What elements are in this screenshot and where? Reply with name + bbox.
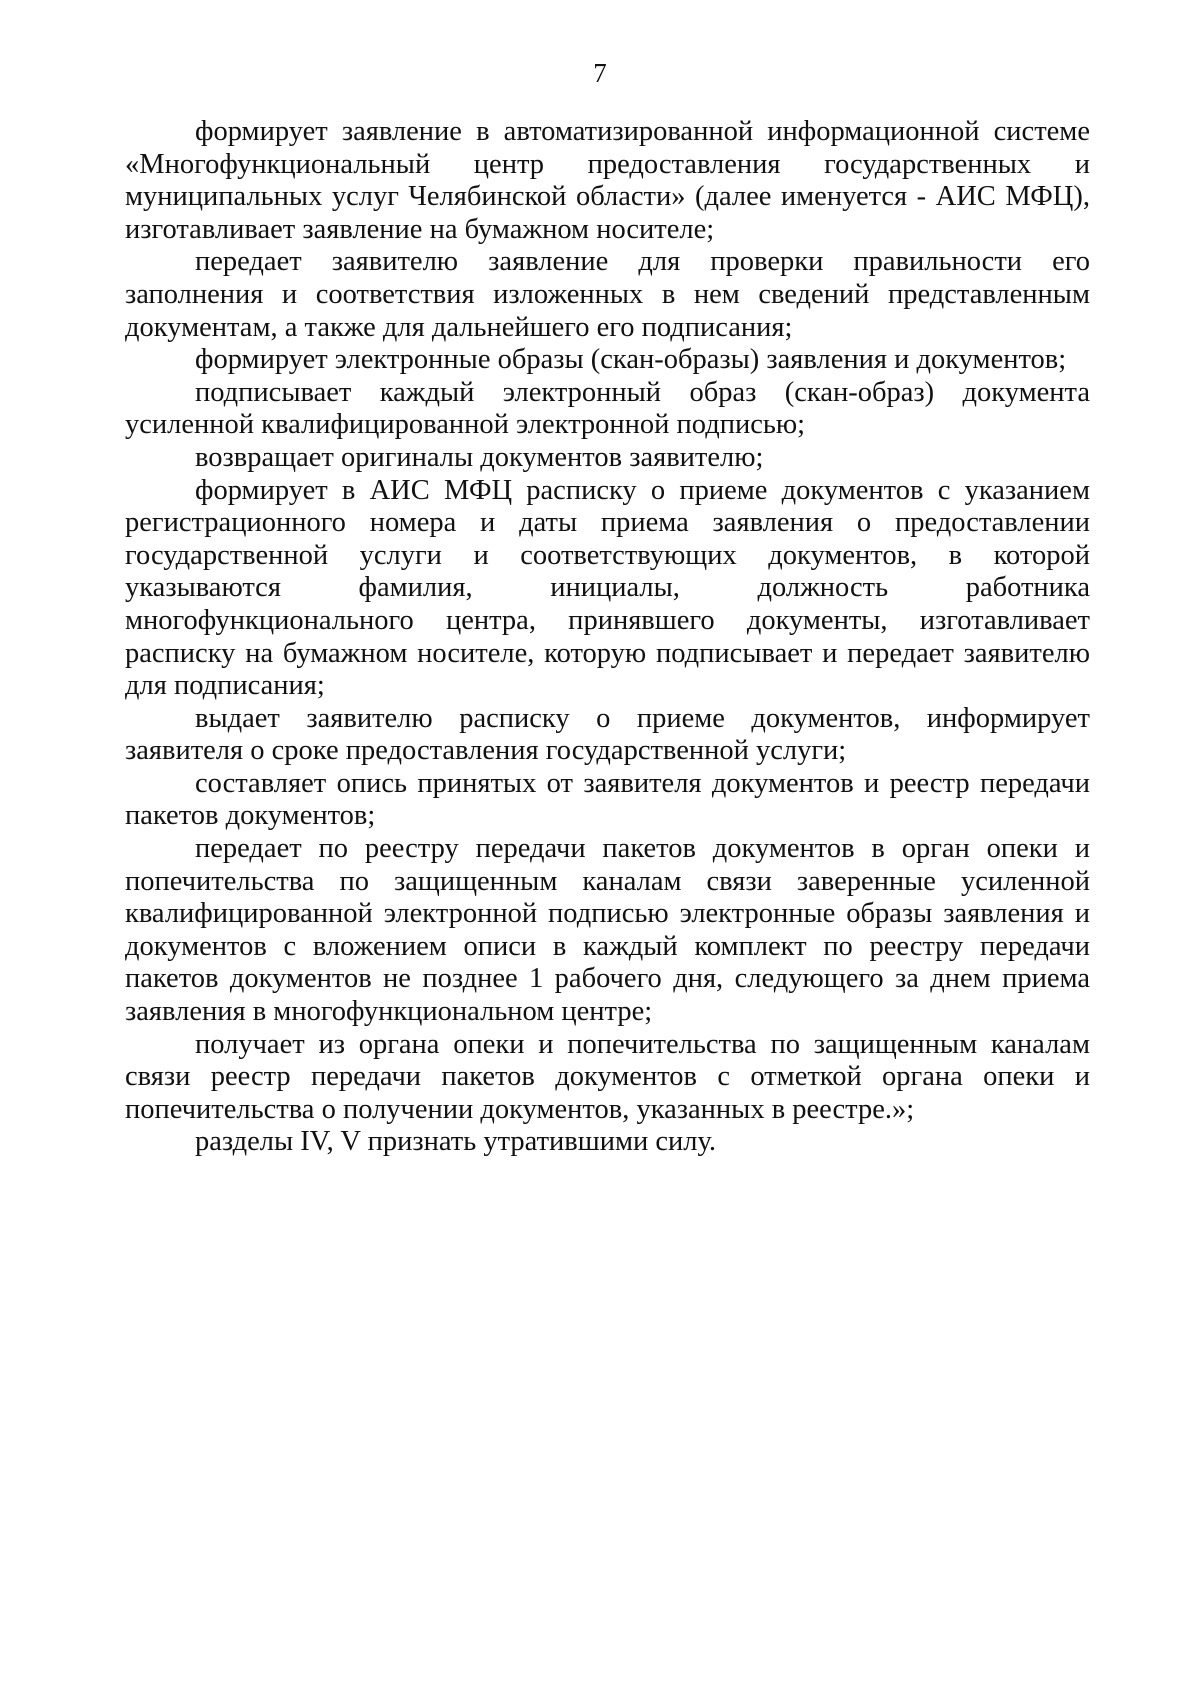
paragraph: формирует электронные образы (скан-образы) заявления и документов; xyxy=(195,344,1067,376)
paragraph: возвращает оригиналы документов заявителю; xyxy=(195,441,764,473)
paragraph: составляет опись принятых от заявителя документов и реестр передачи пакетов документов; xyxy=(125,767,1090,832)
paragraph: подписывает каждый электронный образ (скан-образ) документа усиленной квалифицированной электронной подписью; xyxy=(125,376,1090,441)
paragraph: получает из органа опеки и попечительства по защищенным каналам связи реестр передачи пакетов документов с отметкой органа опеки и попечительства о получении документов, указанных в реестре.»; xyxy=(125,1028,1090,1125)
paragraph: выдает заявителю расписку о приеме документов, информирует заявителя о сроке предоставления государственной услуги; xyxy=(125,702,1090,767)
paragraph: формирует в АИС МФЦ расписку о приеме документов с указанием регистрационного номера и даты приема заявления о предоставлении государственной услуги и соответствующих документов, в которой указываются фамилия, инициалы, должность работника многофункционального центра, принявшего документы, изготавливает расписку на бумажном носителе, которую подписывает и передает заявителю для подписания; xyxy=(125,474,1090,702)
paragraph: передает по реестру передачи пакетов документов в орган опеки и попечительства по защищенным каналам связи заверенные усиленной квалифицированной электронной подписью электронные образы заявления и документов с вложением описи в каждый комплект по реестру передачи пакетов документов не позднее 1 рабочего дня, следующего за днем приема заявления в многофункциональном центре; xyxy=(125,833,1090,1028)
paragraph: формирует заявление в автоматизированной информационной системе «Многофункциональный центр предоставления государственных и муниципальных услуг Челябинской области» (далее именуется - АИС МФЦ), изготавливает заявление на бумажном носителе; xyxy=(125,116,1090,245)
document-body xyxy=(125,116,1090,1159)
page-number: 7 xyxy=(593,58,607,88)
paragraph: разделы IV, V признать утратившими силу. xyxy=(195,1126,717,1158)
paragraph: передает заявителю заявление для проверки правильности его заполнения и соответствия изложенных в нем сведений представленным документам, а также для дальнейшего его подписания; xyxy=(125,246,1090,343)
